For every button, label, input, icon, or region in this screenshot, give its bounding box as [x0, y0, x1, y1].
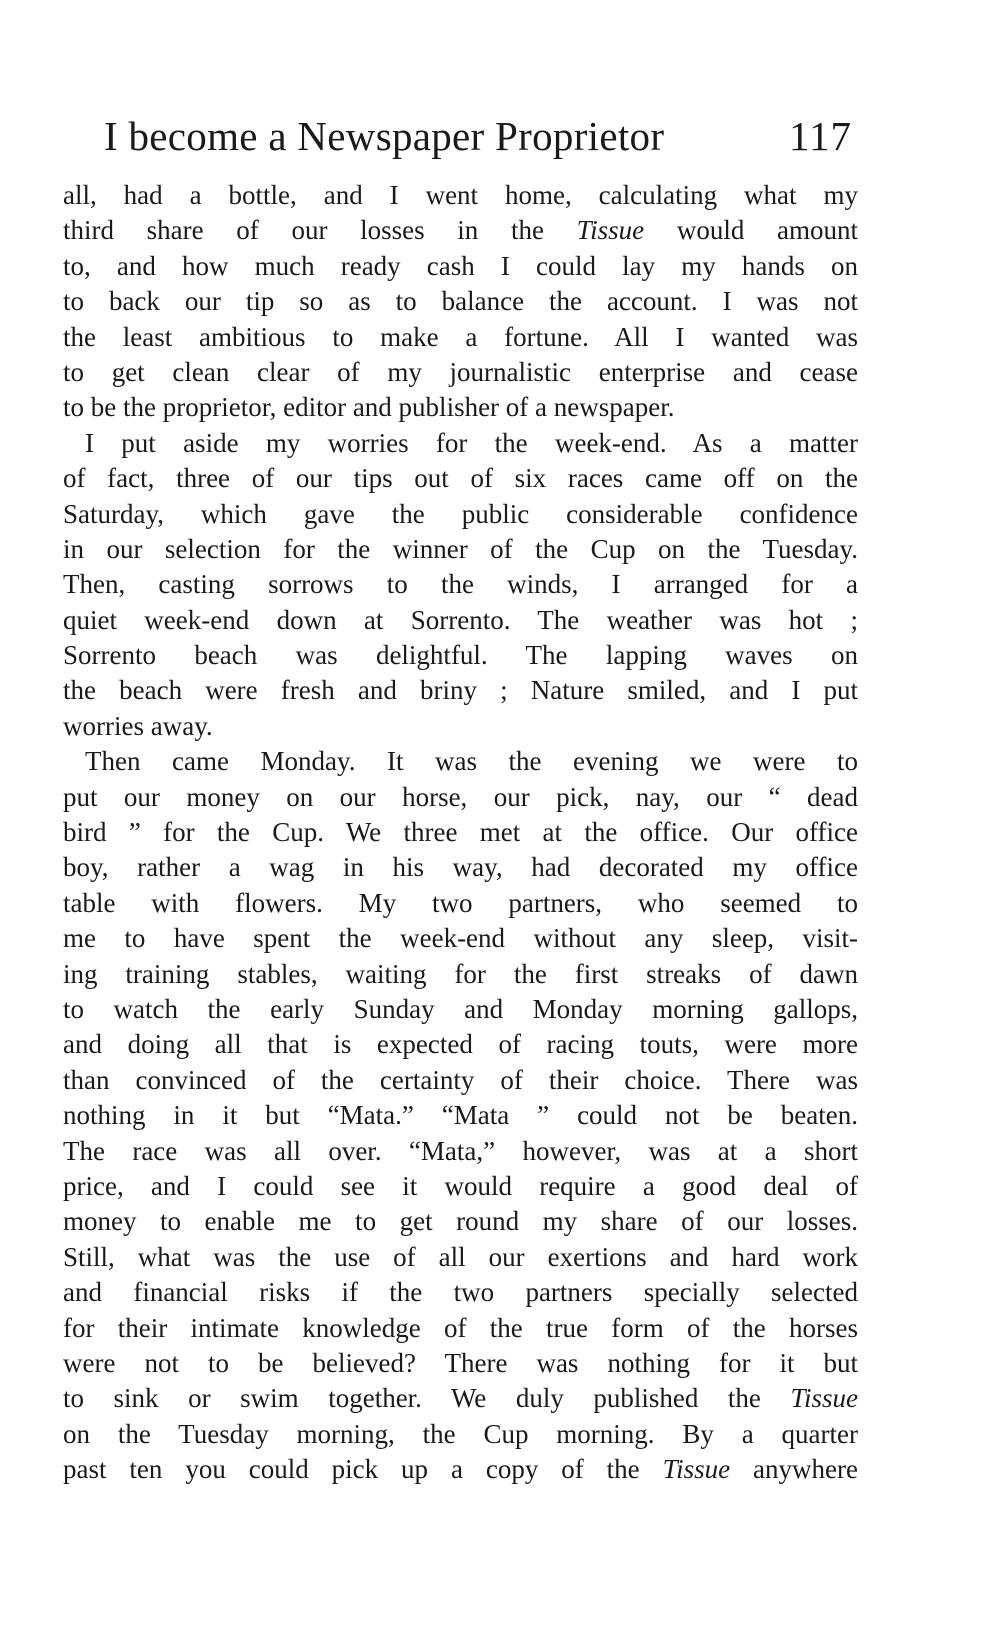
text-line — [63, 1275, 858, 1310]
text-segment: to, and how much ready cash I could lay my hands on — [63, 250, 858, 281]
text-segment: put our money on our horse, our pick, nay, our “ dead — [63, 781, 858, 812]
text-segment: and doing all that is expected of racing touts, were more — [63, 1029, 858, 1060]
text-line — [63, 1417, 858, 1452]
text-line — [63, 426, 858, 461]
text-segment: of fact, three of our tips out of six races came off on the — [63, 463, 858, 494]
text-line — [63, 815, 858, 850]
text-line — [63, 1134, 858, 1169]
text-line — [63, 1063, 858, 1098]
text-line — [63, 744, 858, 779]
text-line — [63, 497, 858, 532]
text-segment: than convinced of the certainty of their choice. There was — [63, 1064, 858, 1095]
text-line — [63, 249, 858, 284]
text-segment: past ten you could pick up a copy of the — [63, 1454, 663, 1485]
text-line — [63, 461, 858, 496]
text-segment: I put aside my worries for the week-end. As a matter — [85, 427, 858, 458]
chapter-title: I become a Newspaper Proprietor — [104, 113, 665, 159]
text-line — [63, 567, 858, 602]
text-line — [63, 355, 858, 390]
text-line — [63, 1240, 858, 1275]
text-segment: third share of our losses in the — [63, 215, 577, 246]
text-segment: price, and I could see it would require a good deal of — [63, 1170, 858, 1201]
text-line — [63, 1346, 858, 1381]
text-segment: Sorrento beach was delightful. The lapping waves on — [63, 640, 858, 671]
text-line — [63, 320, 858, 355]
text-line — [63, 992, 858, 1027]
text-segment: all, had a bottle, and I went home, calculating what my — [63, 180, 858, 210]
text-segment: to be the proprietor, editor and publisher of a newspaper. — [63, 392, 675, 423]
text-segment: Saturday, which gave the public considerable confidence — [63, 498, 858, 529]
text-line — [63, 957, 858, 992]
text-segment: to back our tip so as to balance the account. I was not — [63, 286, 858, 317]
text-segment: The race was all over. “Mata,” however, was at a short — [63, 1135, 858, 1166]
text-line — [63, 390, 858, 425]
text-line — [63, 1452, 858, 1487]
text-line — [63, 1169, 858, 1204]
text-line — [63, 1204, 858, 1239]
text-segment: boy, rather a wag in his way, had decorated my office — [63, 852, 858, 883]
text-segment: would amount — [644, 215, 858, 246]
text-segment: quiet week-end down at Sorrento. The weather was hot ; — [63, 604, 858, 635]
text-segment: on the Tuesday morning, the Cup morning. By a quarter — [63, 1418, 858, 1449]
text-segment: the beach were fresh and briny ; Nature smiled, and I put — [63, 675, 858, 706]
text-line — [63, 284, 858, 319]
text-segment: Still, what was the use of all our exertions and hard work — [63, 1241, 858, 1272]
text-segment: Then came Monday. It was the evening we were to — [85, 746, 858, 777]
text-segment: money to enable me to get round my share of our losses. — [63, 1206, 858, 1237]
text-segment: Then, casting sorrows to the winds, I arranged for a — [63, 569, 858, 600]
page-number: 117 — [789, 113, 852, 159]
text-segment: anywhere — [730, 1454, 858, 1485]
text-line — [63, 178, 858, 213]
text-segment: table with flowers. My two partners, who seemed to — [63, 887, 858, 918]
text-segment: worries away. — [63, 710, 213, 741]
text-line — [63, 709, 858, 744]
running-header — [104, 112, 852, 162]
text-segment: me to have spent the week-end without any sleep, visit- — [63, 923, 858, 954]
text-segment: were not to be believed? There was nothing for it but — [63, 1347, 858, 1378]
italic-text: Tissue — [662, 1454, 731, 1485]
text-line — [63, 1027, 858, 1062]
text-line — [63, 603, 858, 638]
text-segment: and financial risks if the two partners specially selected — [63, 1277, 858, 1308]
text-line — [63, 213, 858, 248]
text-line — [63, 1098, 858, 1133]
text-segment: to get clean clear of my journalistic enterprise and cease — [63, 356, 858, 387]
text-line — [63, 1381, 858, 1416]
text-line — [63, 638, 858, 673]
text-line — [63, 921, 858, 956]
text-segment: ing training stables, waiting for the first streaks of dawn — [63, 958, 858, 989]
text-segment: bird ” for the Cup. We three met at the office. Our office — [63, 817, 858, 848]
body-text — [63, 178, 858, 1487]
text-segment: nothing in it but “Mata.” “Mata ” could not be beaten. — [63, 1100, 858, 1131]
text-segment: to watch the early Sunday and Monday morning gallops, — [63, 993, 858, 1024]
text-line — [63, 1311, 858, 1346]
text-segment: in our selection for the winner of the Cup on the Tuesday. — [63, 533, 858, 564]
text-line — [63, 850, 858, 885]
italic-text: Tissue — [790, 1383, 858, 1414]
text-line — [63, 673, 858, 708]
text-segment: to sink or swim together. We duly published the — [63, 1383, 791, 1414]
text-segment: for their intimate knowledge of the true form of the horses — [63, 1312, 858, 1343]
italic-text: Tissue — [576, 215, 645, 246]
text-line — [63, 886, 858, 921]
text-line — [63, 532, 858, 567]
text-line — [63, 780, 858, 815]
text-segment: the least ambitious to make a fortune. All I wanted was — [63, 321, 858, 352]
